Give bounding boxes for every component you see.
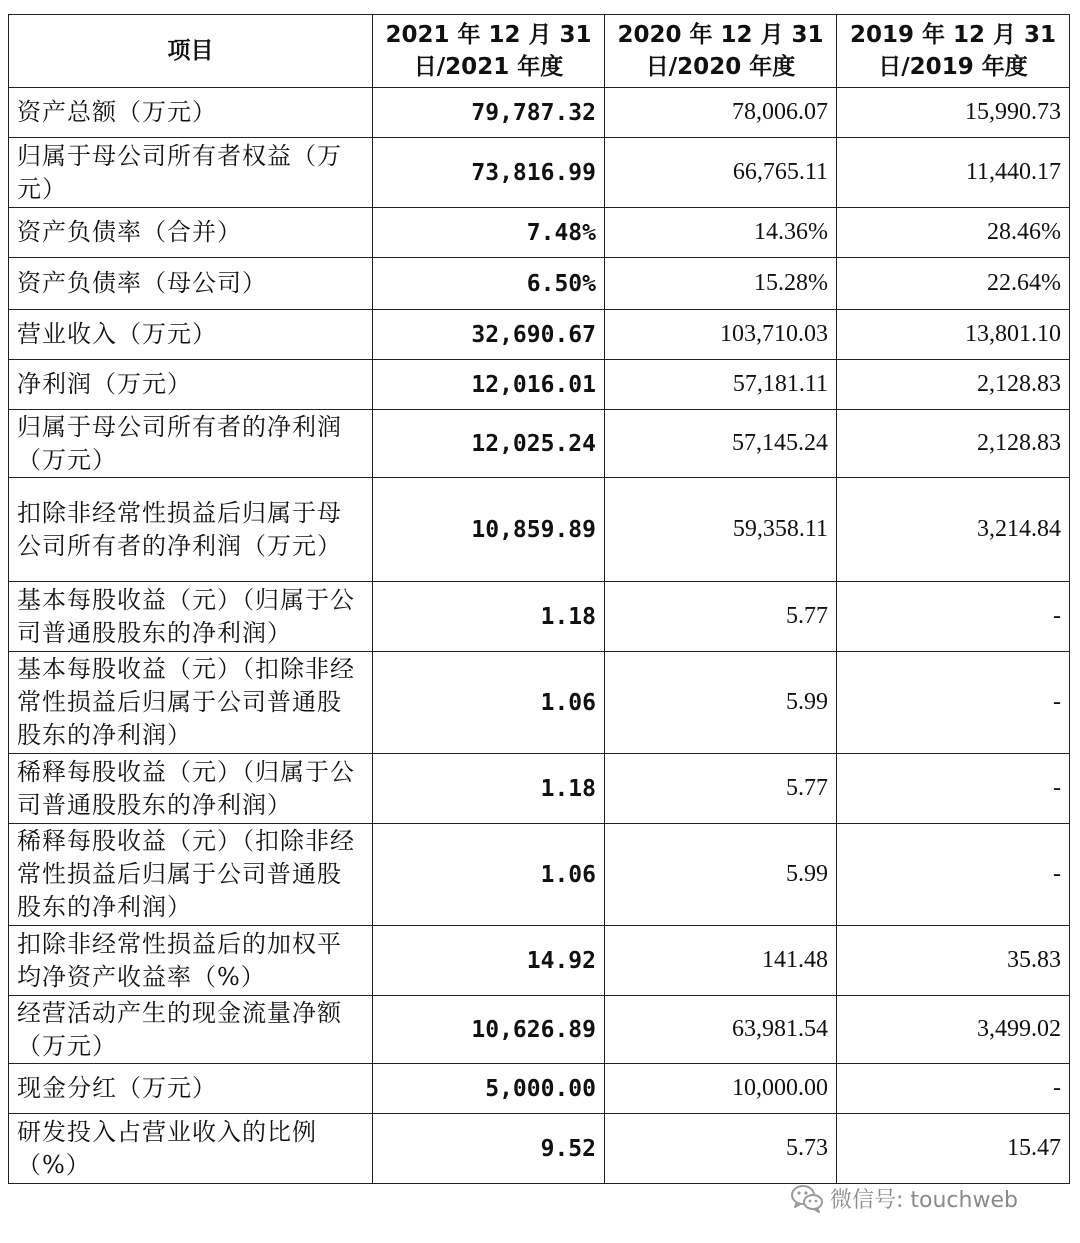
table-row [9,208,1070,258]
value-2021: 1.06 [373,824,605,926]
row-label: 研发投入占营业收入的比例（%） [9,1114,373,1184]
value-2020: 5.73 [605,1114,837,1184]
table-row [9,754,1070,824]
value-2020: 103,710.03 [605,310,837,360]
row-label: 扣除非经常性损益后的加权平均净资产收益率（%） [9,926,373,996]
value-2019: - [837,582,1070,652]
value-2020: 63,981.54 [605,996,837,1064]
header-row [9,15,1070,88]
row-label: 经营活动产生的现金流量净额（万元） [9,996,373,1064]
value-2019: 2,128.83 [837,410,1070,478]
value-2019: 13,801.10 [837,310,1070,360]
value-2021: 1.18 [373,582,605,652]
row-label: 稀释每股收益（元）（归属于公司普通股股东的净利润） [9,754,373,824]
row-label: 资产总额（万元） [9,88,373,138]
value-2019: 15,990.73 [837,88,1070,138]
table-row [9,926,1070,996]
row-label: 稀释每股收益（元）（扣除非经常性损益后归属于公司普通股股东的净利润） [9,824,373,926]
table-row [9,582,1070,652]
value-2020: 57,145.24 [605,410,837,478]
value-2020: 66,765.11 [605,138,837,208]
watermark [790,1180,1018,1216]
value-2020: 5.99 [605,652,837,754]
table-row [9,138,1070,208]
row-label: 营业收入（万元） [9,310,373,360]
value-2020: 5.99 [605,824,837,926]
value-2019: - [837,754,1070,824]
value-2019: 3,499.02 [837,996,1070,1064]
value-2020: 141.48 [605,926,837,996]
header-2019: 2019 年 12 月 31 日/2019 年度 [837,15,1070,88]
value-2021: 1.06 [373,652,605,754]
value-2020: 57,181.11 [605,360,837,410]
value-2021: 10,626.89 [373,996,605,1064]
value-2020: 78,006.07 [605,88,837,138]
value-2021: 12,016.01 [373,360,605,410]
table-row [9,310,1070,360]
row-label: 资产负债率（母公司） [9,258,373,310]
header-item: 项目 [9,15,373,88]
row-label: 基本每股收益（元）（扣除非经常性损益后归属于公司普通股股东的净利润） [9,652,373,754]
value-2021: 73,816.99 [373,138,605,208]
wechat-icon [790,1183,824,1213]
value-2020: 10,000.00 [605,1064,837,1114]
row-label: 资产负债率（合并） [9,208,373,258]
value-2019: 28.46% [837,208,1070,258]
header-2020: 2020 年 12 月 31 日/2020 年度 [605,15,837,88]
table-row [9,258,1070,310]
table-row [9,652,1070,754]
value-2021: 7.48% [373,208,605,258]
value-2019: 22.64% [837,258,1070,310]
value-2020: 59,358.11 [605,478,837,582]
value-2019: 11,440.17 [837,138,1070,208]
row-label: 归属于母公司所有者权益（万元） [9,138,373,208]
row-label: 净利润（万元） [9,360,373,410]
value-2019: - [837,1064,1070,1114]
row-label: 现金分红（万元） [9,1064,373,1114]
row-label: 归属于母公司所有者的净利润（万元） [9,410,373,478]
table-row [9,478,1070,582]
value-2021: 14.92 [373,926,605,996]
value-2021: 79,787.32 [373,88,605,138]
value-2020: 5.77 [605,754,837,824]
table-row [9,88,1070,138]
value-2019: - [837,824,1070,926]
table-row [9,1064,1070,1114]
value-2019: - [837,652,1070,754]
value-2020: 5.77 [605,582,837,652]
row-label: 扣除非经常性损益后归属于母公司所有者的净利润（万元） [9,478,373,582]
value-2020: 15.28% [605,258,837,310]
table-row [9,824,1070,926]
value-2021: 12,025.24 [373,410,605,478]
financial-table [8,14,1070,1184]
value-2019: 2,128.83 [837,360,1070,410]
table-row [9,360,1070,410]
value-2021: 6.50% [373,258,605,310]
header-2021: 2021 年 12 月 31 日/2021 年度 [373,15,605,88]
value-2019: 15.47 [837,1114,1070,1184]
value-2021: 9.52 [373,1114,605,1184]
value-2020: 14.36% [605,208,837,258]
value-2021: 1.18 [373,754,605,824]
watermark-text: 微信号: touchweb [830,1187,1018,1213]
value-2019: 3,214.84 [837,478,1070,582]
row-label: 基本每股收益（元）（归属于公司普通股股东的净利润） [9,582,373,652]
value-2021: 32,690.67 [373,310,605,360]
table-row [9,996,1070,1064]
table-row [9,1114,1070,1184]
table-row [9,410,1070,478]
value-2019: 35.83 [837,926,1070,996]
value-2021: 5,000.00 [373,1064,605,1114]
value-2021: 10,859.89 [373,478,605,582]
